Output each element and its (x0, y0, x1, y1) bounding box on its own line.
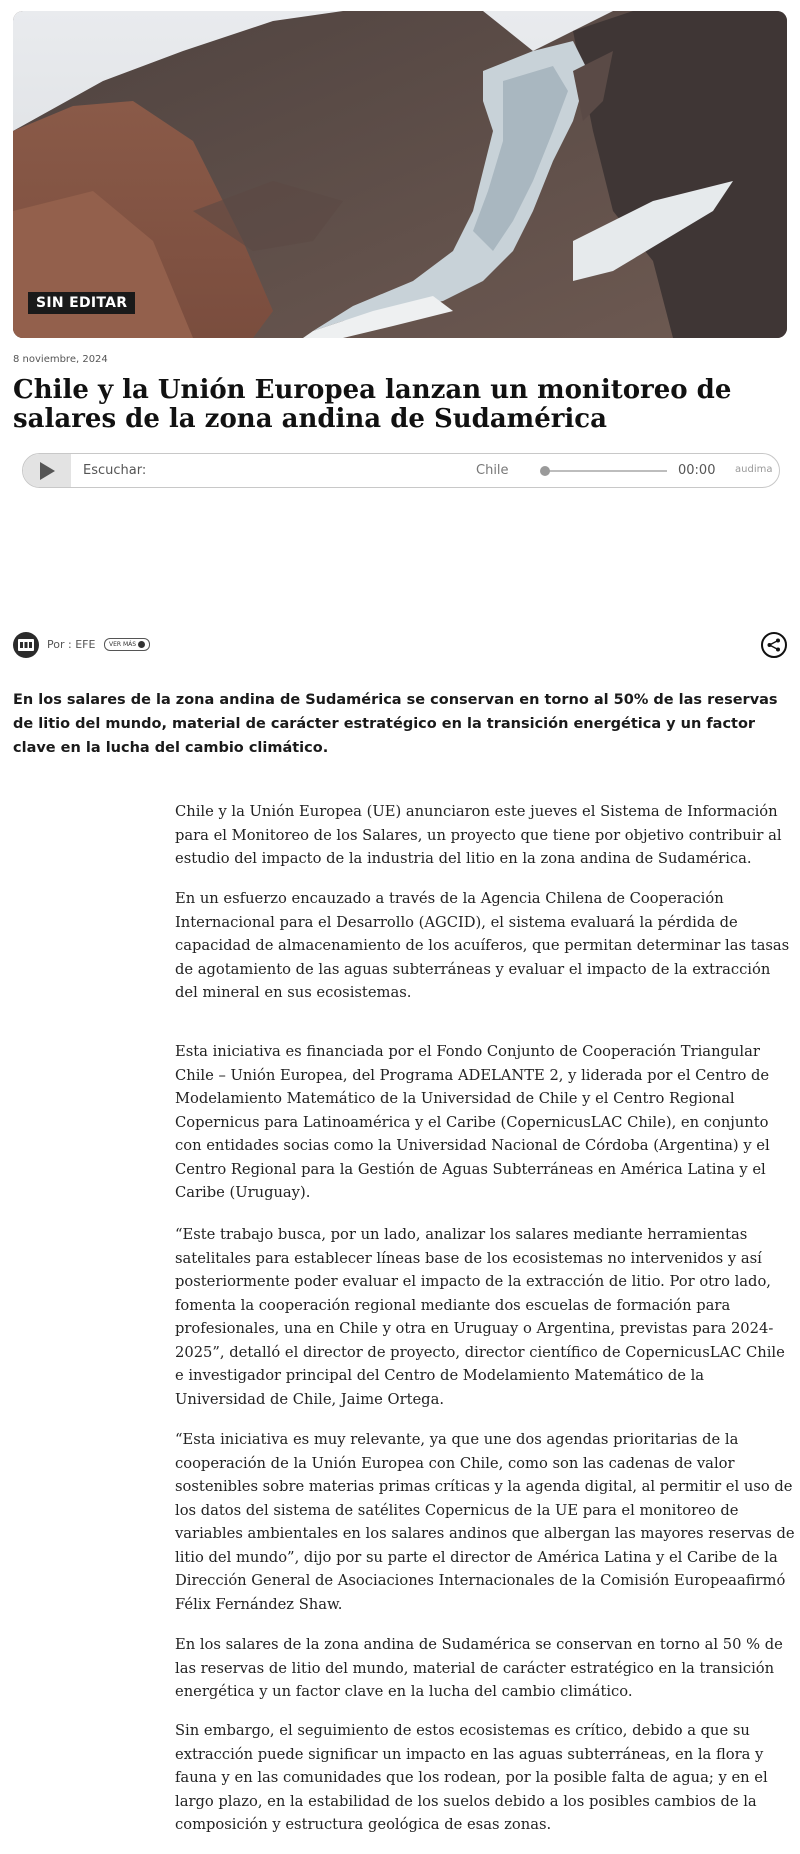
share-button[interactable] (761, 632, 787, 658)
player-time: 00:00 (678, 463, 716, 478)
article-lead: En los salares de la zona andina de Sudamérica se conservan en torno al 50% de las reservas de litio del mundo, material de carácter estratégico en la transición energética y un factor clave en la lucha del cambio climático. (13, 692, 778, 756)
efe-logo-icon (18, 639, 34, 651)
paragraph: Chile y la Unión Europea (UE) anunciaron este jueves el Sistema de Información para el Monitoreo de los Salares, un proyecto que tiene por objetivo contribuir al estudio del impacto de la industria del litio en la zona andina de Sudamérica. (175, 803, 782, 867)
glacier-photo (13, 11, 787, 338)
play-icon (38, 461, 56, 481)
player-brand[interactable]: audima (735, 464, 773, 475)
see-more-label: VER MÁS (109, 641, 137, 648)
author-avatar[interactable] (13, 632, 39, 658)
paragraph: “Este trabajo busca, por un lado, analizar los salares mediante herramientas satelitales para establecer líneas base de los ecosistemas no intervenidos y así posteriormente poder evaluar el impacto de la extracción de litio. Por otro lado, fomenta la cooperación regional mediante dos escuelas de formación para profesionales, una en Chile y otra en Uruguay o Argentina, previstas para 2024-2025”, detalló el director de proyecto, director científico de CopernicusLAC Chile e investigador principal del Centro de Modelamiento Matemático de la Universidad de Chile, Jaime Ortega. (175, 1226, 785, 1408)
paragraph: En los salares de la zona andina de Sudamérica se conservan en torno al 50 % de las reservas de litio del mundo, material de carácter estratégico en la transición energética y un factor clave en la lucha del cambio climático. (175, 1636, 783, 1700)
paragraph: “Esta iniciativa es muy relevante, ya que une dos agendas prioritarias de la cooperación de la Unión Europea con Chile, como son las cadenas de valor sostenibles sobre materias primas críticas y la agenda digital, al permitir el uso de los datos del sistema de satélites Copernicus de la UE para el monitoreo de variables ambientales en los salares andinos que albergan las mayores reservas de litio del mundo”, dijo por su parte el director de América Latina y el Caribe de la Dirección General de Asociaciones Internacionales de la Comisión Europeaafirmó Félix Fernández Shaw. (175, 1431, 795, 1613)
paragraph: Sin embargo, el seguimiento de estos ecosistemas es crítico, debido a que su extracción puede significar un impacto en las aguas subterráneas, en la flora y fauna y en las comunidades que los rodean, por la posible falta de agua; y en el largo plazo, en la estabilidad de los suelos debido a los posibles cambios de la composición y estructura geológica de esas zonas. (175, 1722, 768, 1833)
paragraph: En un esfuerzo encauzado a través de la Agencia Chilena de Cooperación Internacional para el Desarrollo (AGCID), el sistema evaluará la pérdida de capacidad de almacenamiento de los acuíferos, que permitan determinar las tasas de agotamiento de las aguas subterráneas y evaluar el impacto de la extracción del mineral en sus ecosistemas. (175, 890, 790, 1001)
unedited-badge: SIN EDITAR (28, 292, 135, 314)
paragraph: Esta iniciativa es financiada por el Fondo Conjunto de Cooperación Triangular Chile – Unión Europea, del Programa ADELANTE 2, y liderada por el Centro de Modelamiento Matemático de la Universidad de Chile y el Centro Regional Copernicus para Latinoamérica y el Caribe (CopernicusLAC Chile), en conjunto con entidades socias como la Universidad Nacional de Córdoba (Argentina) y el Centro Regional para la Gestión de Aguas Subterráneas en América Latina y el Caribe (Uruguay). (175, 1043, 770, 1201)
see-more-button[interactable] (104, 638, 150, 651)
hero-image (13, 11, 787, 338)
audio-player (22, 453, 780, 488)
article-date: 8 noviembre, 2024 (13, 354, 108, 365)
listen-label: Escuchar: (83, 463, 147, 478)
play-button[interactable] (23, 454, 71, 487)
share-icon (767, 638, 781, 652)
article-title: Chile y la Unión Europea lanzan un monitoreo de salares de la zona andina de Sudamérica (13, 375, 732, 434)
track-title: Chile (476, 463, 509, 478)
byline: Por : EFE (47, 638, 96, 651)
plus-icon (138, 641, 145, 648)
progress-handle[interactable] (540, 466, 550, 476)
progress-track[interactable] (545, 470, 667, 472)
